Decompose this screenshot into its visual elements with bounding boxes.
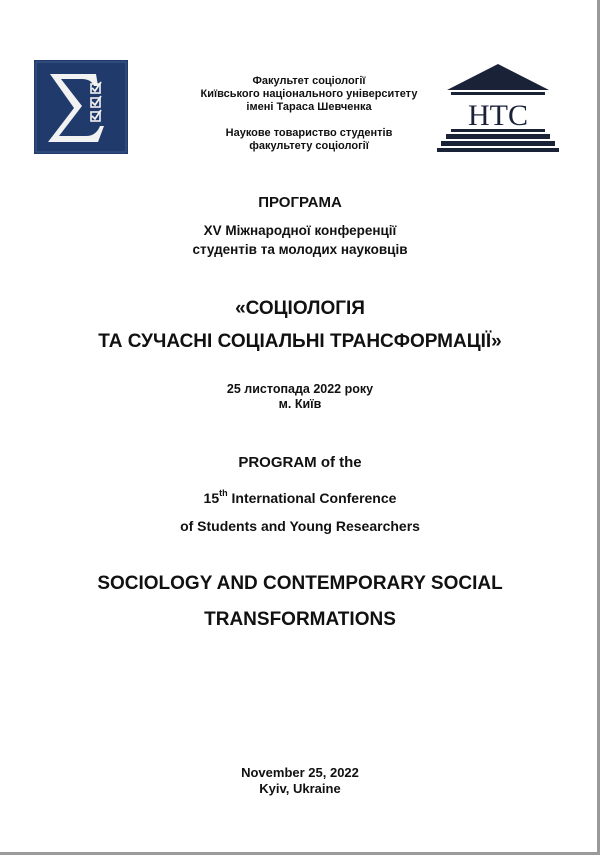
title-line-2-ua: ТА СУЧАСНІ СОЦІАЛЬНІ ТРАНСФОРМАЦІЇ» [98, 331, 502, 352]
program-label-en: PROGRAM of the [238, 454, 362, 471]
conference-line-1-en [0, 484, 600, 512]
conference-line-2-en: of Students and Young Researchers [180, 518, 420, 534]
university-line-1: Київського національного університету [200, 88, 418, 100]
program-label-ua: ПРОГРАМА [258, 194, 342, 211]
date-location-en [0, 765, 600, 797]
conference-title-ua [0, 292, 600, 358]
society-line-2: факультету соціології [249, 140, 369, 152]
sigma-logo-icon [34, 60, 128, 154]
ordinal-suffix: th [219, 488, 228, 499]
conference-line-1-ua: XV Міжнародної конференції [203, 223, 397, 238]
organization-header [170, 75, 448, 153]
conference-line-2-ua: студентів та молодих науковців [192, 242, 408, 257]
faculty-name: Факультет соціології [252, 75, 366, 87]
title-line-1-ua: «СОЦІОЛОГІЯ [235, 298, 365, 319]
date-en: November 25, 2022 [241, 765, 359, 780]
conference-line-1-rest: International Conference [227, 490, 397, 506]
society-line-1: Наукове товариство студентів [225, 127, 393, 139]
nts-logo-text: НТС [468, 99, 528, 132]
title-line-2-en: TRANSFORMATIONS [204, 609, 396, 630]
city-ua: м. Київ [278, 397, 322, 411]
date-location-ua [0, 382, 600, 412]
conference-title-en [0, 566, 600, 638]
date-ua: 25 листопада 2022 року [226, 382, 374, 396]
ordinal-number: 15 [203, 490, 220, 506]
nts-temple-logo-icon [437, 62, 559, 152]
conference-name-en [0, 484, 600, 540]
university-line-2: імені Тараса Шевченка [246, 101, 372, 113]
conference-name-ua [0, 221, 600, 259]
title-line-1-en: SOCIOLOGY AND CONTEMPORARY SOCIAL [97, 573, 503, 594]
city-en: Kyiv, Ukraine [259, 781, 341, 796]
